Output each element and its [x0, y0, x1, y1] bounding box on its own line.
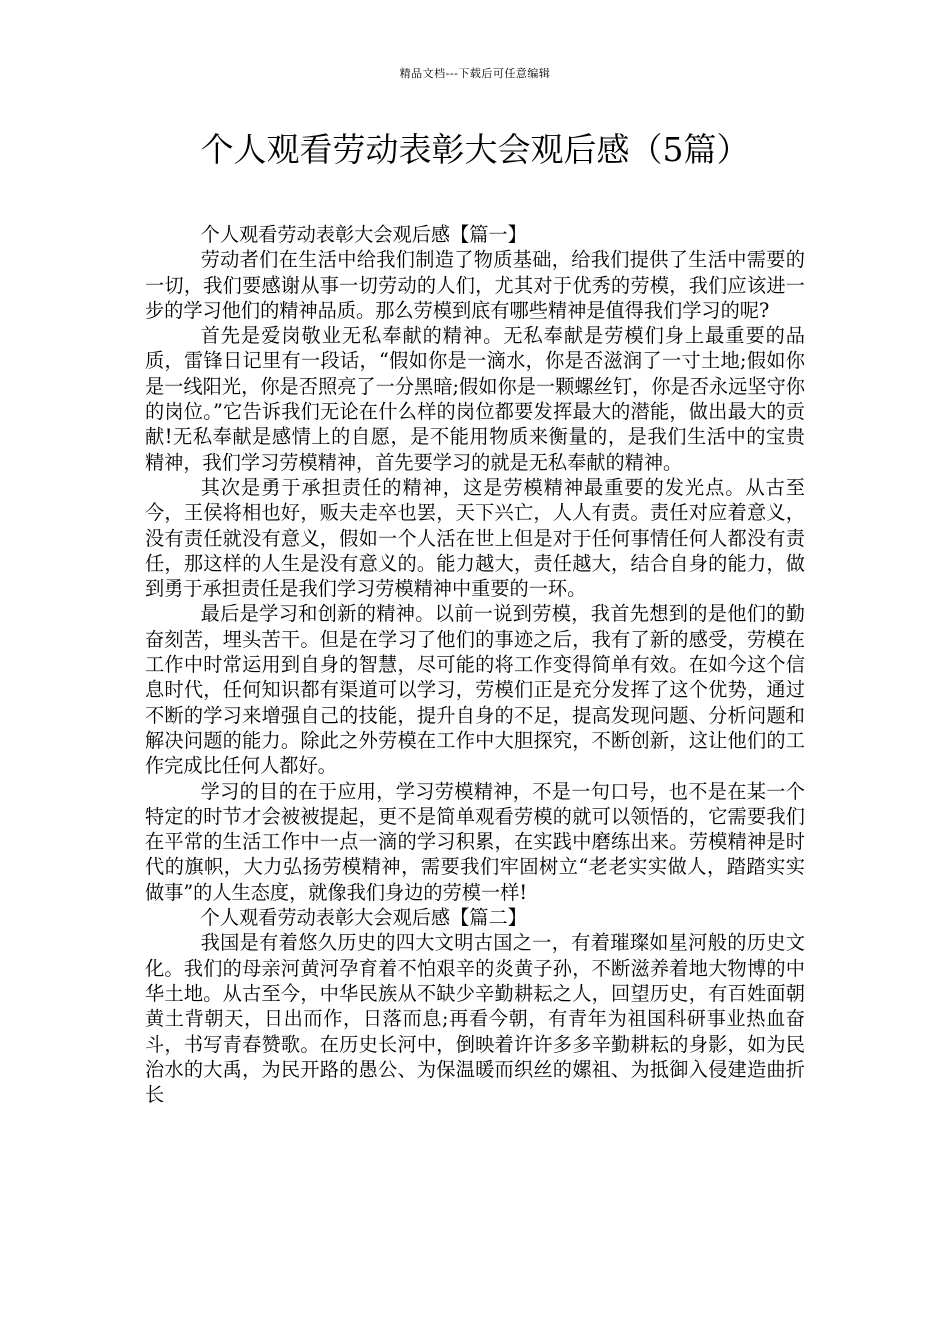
paragraph: 最后是学习和创新的精神。以前一说到劳模，我首先想到的是他们的勤奋刻苦，埋头苦干。但是在学习了他们的事迹之后，我有了新的感受，劳模在工作中时常运用到自身的智慧，尽可能的将工作变得简单有效。在如今这个信息时代，任何知识都有渠道可以学习，劳模们正是充分发挥了这个优势，通过不断的学习来增强自己的技能，提升自身的不足，提高发现问题、分析问题和解决问题的能力。除此之外劳模在工作中大胆探究，不断创新，这让他们的工作完成比任何人都好。: [145, 602, 805, 778]
document-body: [145, 222, 805, 1107]
paragraph: 首先是爱岗敬业无私奉献的精神。无私奉献是劳模们身上最重要的品质，雷锋日记里有一段话，“假如你是一滴水，你是否滋润了一寸土地;假如你是一线阳光，你是否照亮了一分黑暗;假如你是一颗螺丝钉，你是否永远坚守你的岗位。”它告诉我们无论在什么样的岗位都要发挥最大的潜能，做出最大的贡献!无私奉献是感情上的自愿，是不能用物质来衡量的，是我们生活中的宝贵精神，我们学习劳模精神，首先要学习的就是无私奉献的精神。: [145, 324, 805, 474]
section-heading-2: 个人观看劳动表彰大会观后感【篇二】: [200, 906, 527, 930]
paragraph: 其次是勇于承担责任的精神，这是劳模精神最重要的发光点。从古至今，王侯将相也好，贩夫走卒也罢，天下兴亡，人人有责。责任对应着意义，没有责任就没有意义，假如一个人活在世上但是对于任何事情任何人都没有责任，那这样的人生是没有意义的。能力越大，责任越大，结合自身的能力，做到勇于承担责任是我们学习劳模精神中重要的一环。: [145, 475, 805, 601]
paragraph: 学习的目的在于应用，学习劳模精神，不是一句口号，也不是在某一个特定的时节才会被被提起，更不是简单观看劳模的就可以领悟的，它需要我们在平常的生活工作中一点一滴的学习积累，在实践中磨练出来。劳模精神是时代的旗帜，大力弘扬劳模精神，需要我们牢固树立“老老实实做人，踏踏实实做事”的人生态度，就像我们身边的劳模一样!: [145, 779, 805, 904]
paragraph: 我国是有着悠久历史的四大文明古国之一，有着璀璨如星河般的历史文化。我们的母亲河黄河孕育着不怕艰辛的炎黄子孙，不断滋养着地大物博的中华土地。从古至今，中华民族从不缺少辛勤耕耘之人，回望历史，有百姓面朝黄土背朝天，日出而作，日落而息;再看今朝，有青年为祖国科研事业热血奋斗，书写青春赞歌。在历史长河中，倒映着许许多多辛勤耕耘的身影，如为民治水的大禹，为民开路的愚公、为保温暖而织丝的嫘祖、为抵御入侵建造曲折长: [145, 931, 805, 1107]
header-note: 精品文档---下载后可任意编辑: [399, 67, 551, 80]
document-title: 个人观看劳动表彰大会观后感（5篇）: [200, 130, 750, 169]
paragraph: 劳动者们在生活中给我们制造了物质基础，给我们提供了生活中需要的一切，我们要感谢从事一切劳动的人们，尤其对于优秀的劳模，我们应该进一步的学习他们的精神品质。那么劳模到底有哪些精神是值得我们学习的呢?: [145, 248, 805, 322]
section-heading-1: 个人观看劳动表彰大会观后感【篇一】: [200, 223, 527, 246]
